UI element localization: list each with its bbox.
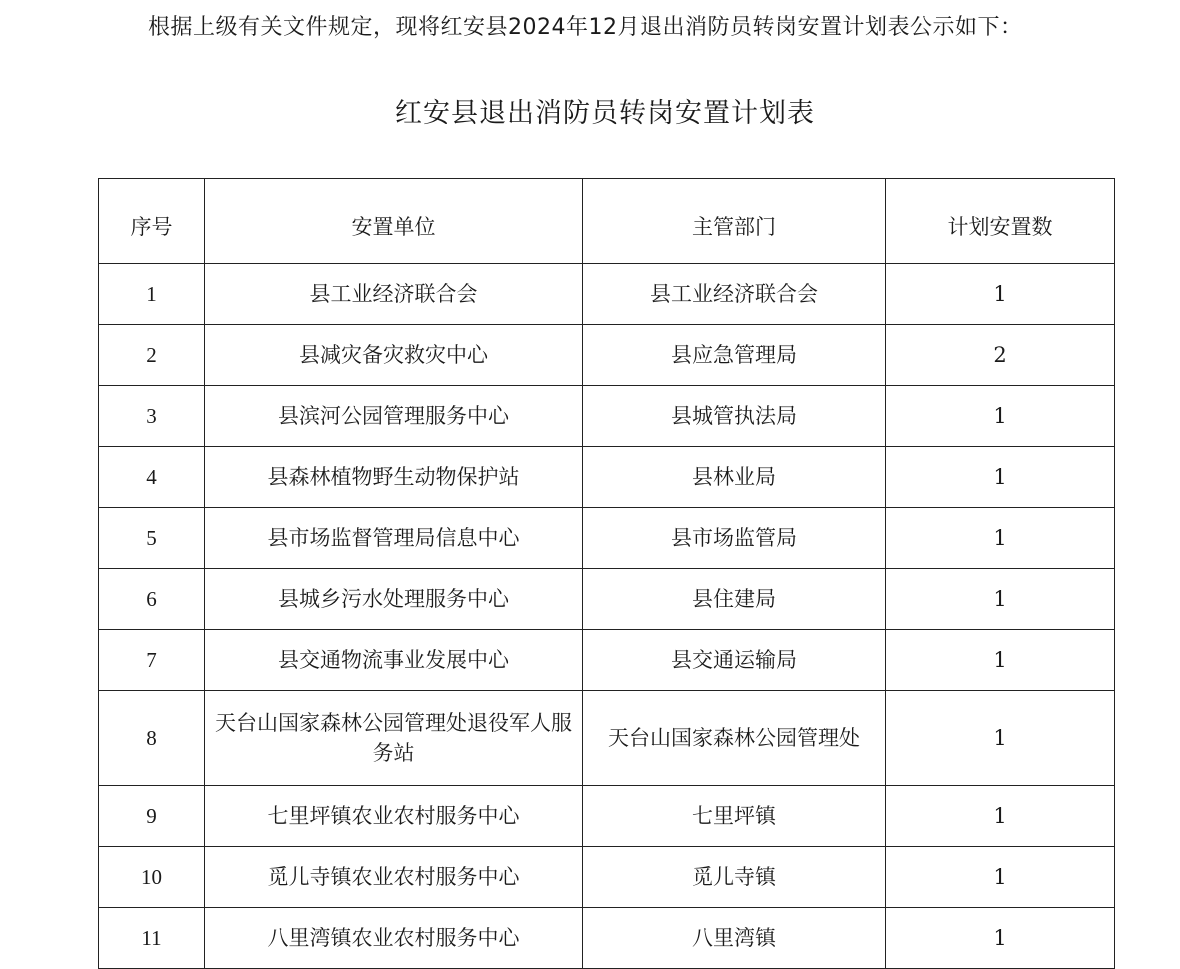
cell-seq: 10	[99, 847, 205, 908]
cell-count: 1	[886, 786, 1115, 847]
cell-unit: 县市场监督管理局信息中心	[205, 508, 583, 569]
table-row	[99, 691, 1115, 786]
table-row	[99, 786, 1115, 847]
cell-seq: 5	[99, 508, 205, 569]
cell-seq: 3	[99, 386, 205, 447]
header-dept: 主管部门	[583, 179, 886, 264]
cell-count: 1	[886, 447, 1115, 508]
table-row	[99, 447, 1115, 508]
cell-count: 1	[886, 264, 1115, 325]
cell-unit: 县减灾备灾救灾中心	[205, 325, 583, 386]
table-header-row	[99, 179, 1115, 264]
cell-count: 1	[886, 508, 1115, 569]
cell-unit: 县滨河公园管理服务中心	[205, 386, 583, 447]
cell-seq: 7	[99, 630, 205, 691]
page-title: 红安县退出消防员转岗安置计划表	[395, 98, 815, 129]
cell-unit: 县工业经济联合会	[205, 264, 583, 325]
cell-dept: 县交通运输局	[583, 630, 886, 691]
cell-seq: 2	[99, 325, 205, 386]
cell-count: 1	[886, 847, 1115, 908]
cell-seq: 1	[99, 264, 205, 325]
cell-dept: 天台山国家森林公园管理处	[583, 691, 886, 786]
table-row	[99, 508, 1115, 569]
table-row	[99, 325, 1115, 386]
cell-count: 1	[886, 569, 1115, 630]
cell-count: 2	[886, 325, 1115, 386]
table-row	[99, 908, 1115, 969]
cell-unit: 觅儿寺镇农业农村服务中心	[205, 847, 583, 908]
cell-unit: 天台山国家森林公园管理处退役军人服务站	[205, 691, 583, 786]
cell-unit: 八里湾镇农业农村服务中心	[205, 908, 583, 969]
cell-unit: 七里坪镇农业农村服务中心	[205, 786, 583, 847]
cell-seq: 6	[99, 569, 205, 630]
cell-unit: 县城乡污水处理服务中心	[205, 569, 583, 630]
intro-text: 根据上级有关文件规定，现将红安县2024年12月退出消防员转岗安置计划表公示如下：	[148, 15, 1023, 40]
cell-unit: 县交通物流事业发展中心	[205, 630, 583, 691]
cell-count: 1	[886, 691, 1115, 786]
cell-seq: 8	[99, 691, 205, 786]
cell-count: 1	[886, 386, 1115, 447]
cell-dept: 县市场监管局	[583, 508, 886, 569]
header-seq: 序号	[99, 179, 205, 264]
header-unit: 安置单位	[205, 179, 583, 264]
cell-dept: 觅儿寺镇	[583, 847, 886, 908]
cell-dept: 县住建局	[583, 569, 886, 630]
cell-seq: 4	[99, 447, 205, 508]
cell-unit: 县森林植物野生动物保护站	[205, 447, 583, 508]
cell-seq: 11	[99, 908, 205, 969]
cell-dept: 县工业经济联合会	[583, 264, 886, 325]
table-row	[99, 630, 1115, 691]
cell-seq: 9	[99, 786, 205, 847]
cell-dept: 七里坪镇	[583, 786, 886, 847]
cell-dept: 县城管执法局	[583, 386, 886, 447]
table-row	[99, 569, 1115, 630]
cell-dept: 县林业局	[583, 447, 886, 508]
table-row	[99, 847, 1115, 908]
placement-plan-table	[98, 178, 1115, 969]
header-count: 计划安置数	[886, 179, 1115, 264]
cell-count: 1	[886, 630, 1115, 691]
cell-dept: 县应急管理局	[583, 325, 886, 386]
table-row	[99, 264, 1115, 325]
table-row	[99, 386, 1115, 447]
cell-count: 1	[886, 908, 1115, 969]
cell-dept: 八里湾镇	[583, 908, 886, 969]
